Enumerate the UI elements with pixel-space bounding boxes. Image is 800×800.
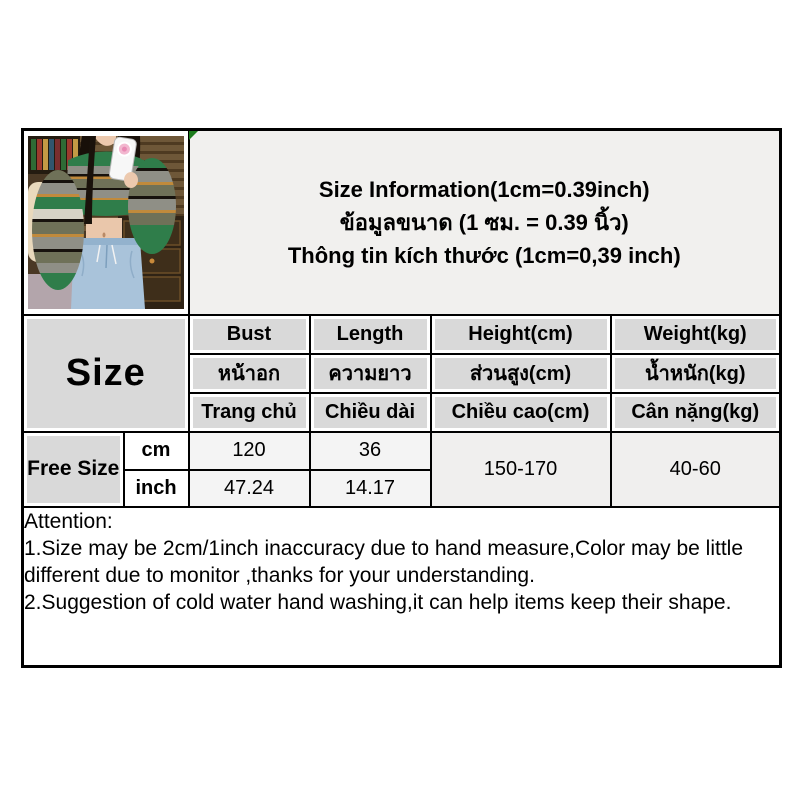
value-length-cm: 36 (310, 432, 431, 470)
product-photo (28, 136, 184, 309)
value-weight-range: 40-60 (611, 432, 781, 507)
title-vietnamese: Thông tin kích thước (1cm=0,39 inch) (287, 242, 681, 268)
title-english: Size Information(1cm=0.39inch) (318, 176, 650, 202)
attention-line-2: different due to monitor ,thanks for your understanding. (24, 563, 535, 587)
header-length-th: ความยาว (310, 354, 431, 393)
attention-note (23, 507, 781, 667)
attention-line-1: 1.Size may be 2cm/1inch inaccuracy due to hand measure,Color may be little (24, 536, 744, 560)
attention-heading: Attention: (24, 509, 113, 533)
header-bust-en: Bust (189, 315, 310, 354)
header-length-vi: Chiều dài (310, 393, 431, 432)
unit-cm-cell: cm (124, 432, 189, 470)
value-bust-inch: 47.24 (189, 470, 310, 507)
size-chart-sheet (21, 128, 782, 668)
unit-inch-cell: inch (124, 470, 189, 507)
title-thai: ข้อมูลขนาด (1 ซม. = 0.39 นิ้ว) (339, 209, 629, 235)
value-length-inch: 14.17 (310, 470, 431, 507)
header-weight-en: Weight(kg) (611, 315, 781, 354)
header-bust-vi: Trang chủ (189, 393, 310, 432)
header-height-th: ส่วนสูง(cm) (431, 354, 611, 393)
value-height-range: 150-170 (431, 432, 611, 507)
value-bust-cm: 120 (189, 432, 310, 470)
product-photo-cell (23, 130, 189, 315)
header-length-en: Length (310, 315, 431, 354)
header-bust-th: หน้าอก (189, 354, 310, 393)
row-label-free-size: Free Size (23, 432, 124, 507)
header-height-vi: Chiều cao(cm) (431, 393, 611, 432)
size-table (21, 128, 782, 668)
size-corner-cell: Size (23, 315, 189, 432)
size-information-title (189, 130, 781, 315)
hand (124, 172, 138, 188)
header-weight-th: น้ำหนัก(kg) (611, 354, 781, 393)
attention-line-3: 2.Suggestion of cold water hand washing,it can help items keep their shape. (24, 590, 732, 614)
header-height-en: Height(cm) (431, 315, 611, 354)
header-weight-vi: Cân nặng(kg) (611, 393, 781, 432)
